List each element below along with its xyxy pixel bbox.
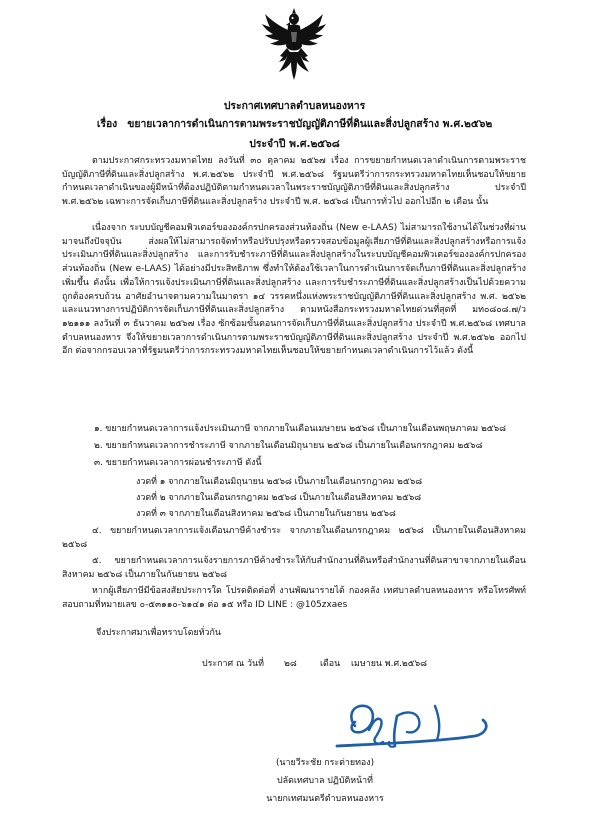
dateline-prefix: ประกาศ ณ วันที่ bbox=[202, 659, 264, 669]
handwritten-signature bbox=[325, 686, 495, 756]
signatory-position-1: ปลัดเทศบาล ปฏิบัติหน้าที่ bbox=[277, 776, 373, 786]
dateline-month-year: เมษายน พ.ศ.๒๕๖๘ bbox=[351, 659, 427, 669]
body-paragraph-1: ตามประกาศกระทรวงมหาดไทย ลงวันที่ ๓๐ ตุลาคม ๒๕๖๗ เรื่อง การขยายกำหนดเวลาดำเนินการตามพระราชบัญญัติภาษีที่ดินและสิ่งปลูกสร้าง พ.ศ.๒๕๖๒ ประจำปี พ.ศ.๒๕๖๘ รัฐมนตรีว่าการกระทรวงมหาดไทยเห็นชอบให้ขยายกำหนดเวลาดำเนินของผู้มีหน้าที่ต้องปฏิบัติตามกำหนดเวลาในพระราชบัญญัติภาษีที่ดินและสิ่งปลูกสร้าง ประจำปี พ.ศ.๒๕๖๒ เฉพาะการจัดเก็บภาษีที่ดินและสิ่งปลูกสร้าง ประจำปี พ.ศ. ๒๕๖๘ เป็นการทั่วไป ออกไปอีก ๒ เดือน นั้น bbox=[62, 156, 526, 208]
closing-line: จึงประกาศมาเพื่อทราบโดยทั่วกัน bbox=[96, 628, 221, 638]
list-item-3: ๓. ขยายกำหนดเวลาการผ่อนชำระภาษี ดังนี้ bbox=[94, 458, 262, 468]
signatory-name: (นายวีระชัย กระต่ายทอง) bbox=[275, 758, 375, 768]
installment-2: งวดที่ ๒ จากภายในเดือนกรกฎาคม ๒๕๖๘ เป็นภายในเดือนสิงหาคม ๒๕๖๘ bbox=[136, 493, 422, 503]
signatory-position-2: นายกเทศมนตรีตำบลหนองหาร bbox=[266, 794, 384, 804]
dateline-month-label: เดือน bbox=[320, 659, 341, 669]
announcement-title: ประกาศเทศบาลตำบลหนองหาร bbox=[223, 100, 366, 112]
subject-text: ขยายเวลาการดำเนินการตามพระราชบัญญัติภาษีที่ดินและสิ่งปลูกสร้าง พ.ศ.๒๕๖๒ bbox=[127, 118, 493, 130]
body-paragraph-2: เนื่องจาก ระบบบัญชีคอมพิวเตอร์ขององค์กรปกครองส่วนท้องถิ่น (New e-LAAS) ไม่สามารถใช้งานได้ในช่วงที่ผ่านมาจนถึงปัจจุบัน ส่งผลให้ไม่สามารถจัดทำหรือปรับปรุงหรือตรวจสอบข้อมูลผู้เสียภาษีที่ดินและสิ่งปลูกสร้างหรือการแจ้งประเมินภาษีที่ดินและสิ่งปลูกสร้าง และการรับชำระภาษีที่ดินและสิ่งปลูกสร้างในระบบบัญชีคอมพิวเตอร์ขององค์กรปกครองส่วนท้องถิ่น (New e-LAAS) ได้อย่างมีประสิทธิภาพ ซึ่งทำให้ต้องใช้เวลาในการดำเนินการจัดเก็บภาษีที่ดินและสิ่งปลูกสร้างเพิ่มขึ้น ดังนั้น เพื่อให้การแจ้งประเมินภาษีที่ดินและสิ่งปลูกสร้าง และการรับชำระภาษีที่ดินและสิ่งปลูกสร้างเป็นไปด้วยความถูกต้องครบถ้วน อาศัยอำนาจตามความในมาตรา ๑๔ วรรคหนึ่งแห่งพระราชบัญญัติภาษีที่ดินและสิ่งปลูกสร้าง พ.ศ. ๒๕๖๒ และแนวทางการปฏิบัติการจัดเก็บภาษีที่ดินและสิ่งปลูกสร้าง ตามหนังสือกระทรวงมหาดไทยด่วนที่สุดที่ มท๐๘๐๘.๗/ว ๑๒๑๑๑ ลงวันที่ ๓ ธันวาคม ๒๕๖๗ เรื่อง ซักซ้อมขั้นตอนการจัดเก็บภาษีที่ดินและสิ่งปลูกสร้าง ประจำปี พ.ศ.๒๕๖๘ เทศบาลตำบลหนองหาร จึงให้ขยายเวลาการดำเนินการตามพระราชบัญญัติภาษีที่ดินและสิ่งปลูกสร้าง ประจำปี พ.ศ.๒๕๖๒ ออกไปอีก ต่อจากกรอบเวลาที่รัฐมนตรีว่าการกระทรวงมหาดไทยเห็นชอบให้ขยายกำหนดเวลาดำเนินการไว้แล้ว ดังนี้ bbox=[62, 223, 526, 357]
list-item-1: ๑. ขยายกำหนดเวลาการแจ้งประเมินภาษี จากภายในเดือนเมษายน ๒๕๖๘ เป็นภายในเดือนพฤษภาคม ๒๕๖๘ bbox=[94, 424, 506, 434]
installment-1: งวดที่ ๑ จากภายในเดือนมิถุนายน ๒๕๖๘ เป็นภายในเดือนกรกฎาคม ๒๕๖๘ bbox=[136, 477, 423, 487]
contact-paragraph: หากผู้เสียภาษีมีข้อสงสัยประการใด โปรดติดต่อที่ งานพัฒนารายได้ กองคลัง เทศบาลตำบลหนองหาร หรือโทรศัพท์สอบถามที่หมายเลข ๐-๕๓๑๑๐-๖๑๔๑ ต่อ ๑๕ หรือ ID LINE : @105zxaes bbox=[62, 586, 526, 610]
dateline-day: ๒๘ bbox=[284, 659, 297, 669]
subject-label: เรื่อง bbox=[96, 118, 118, 130]
list-item-5: ๕. ขยายกำหนดเวลาการแจ้งรายการภาษีค้างชำระให้กับสำนักงานที่ดินหรือสำนักงานที่ดินสาขาจากภายในเดือนสิงหาคม ๒๕๖๘ เป็นภายในกันยายน ๒๕๖๘ bbox=[62, 556, 526, 580]
announcement-year: ประจำปี พ.ศ.๒๕๖๘ bbox=[249, 138, 340, 150]
list-item-2: ๒. ขยายกำหนดเวลาการชำระภาษี จากภายในเดือนมิถุนายน ๒๕๖๘ เป็นภายในเดือนกรกฎาคม ๒๕๖๘ bbox=[94, 441, 483, 451]
announcement-subject bbox=[40, 117, 549, 131]
installment-3: งวดที่ ๓ จากภายในเดือนสิงหาคม ๒๕๖๘ เป็นภายในกันยายน ๒๕๖๘ bbox=[136, 509, 396, 519]
list-item-4: ๔. ขยายกำหนดเวลาการแจ้งเตือนภาษีค้างชำระ จากภายในเดือนกรกฎาคม ๒๕๖๘ เป็นภายในเดือนสิงหาคม ๒๕๖๘ bbox=[62, 526, 526, 550]
garuda-emblem-icon bbox=[261, 6, 327, 82]
